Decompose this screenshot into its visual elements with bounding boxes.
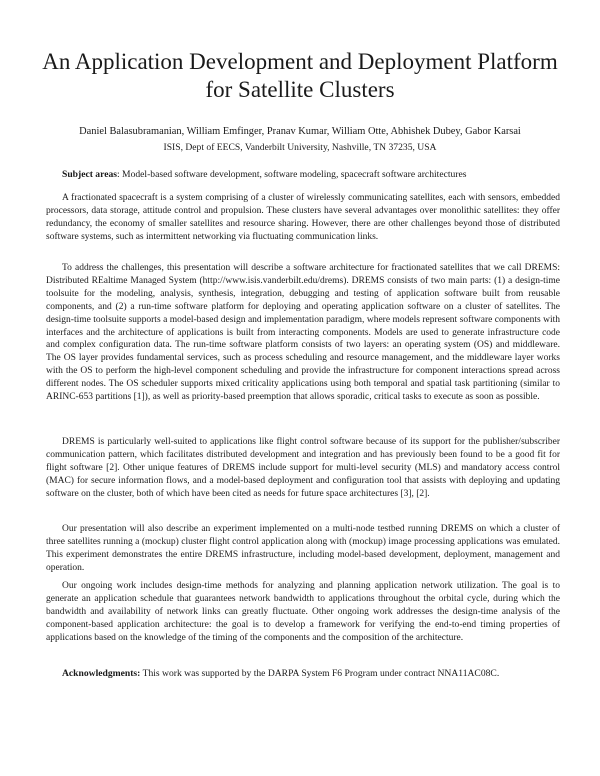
paper-title: An Application Development and Deployment Platform for Satellite Clusters (42, 49, 558, 102)
subject-areas-text: : Model-based software development, software modeling, spacecraft software architectures (116, 169, 467, 180)
body-paragraph-1: A fractionated spacecraft is a system comprising of a cluster of wirelessly communicating satellites, each with sensors, embedded processors, data storage, attitude control and propulsion. These clusters have several advantages over monolithic satellites: they offer redundancy, the economy of smaller satellites and resource sharing. However, there are other challenges beyond those of distributed software systems, such as intermittent networking via fluctuating communication links. (46, 193, 560, 242)
subject-areas (62, 168, 560, 181)
author-list: Daniel Balasubramanian, William Emfinger, Pranav Kumar, William Otte, Abhishek Dubey, Gabor Karsai (79, 126, 521, 137)
acknowledgments-text: This work was supported by the DARPA System F6 Program under contract NNA11AC08C. (140, 668, 500, 679)
acknowledgments (62, 667, 560, 680)
body-paragraph-5: Our ongoing work includes design-time methods for analyzing and planning application network utilization. The goal is to generate an application schedule that guarantees network bandwidth to applications throughout the orbital cycle, during which the bandwidth and availability of network links can greatly fluctuate. Other ongoing work addresses the design-time analysis of the component-based application architecture: the goal is to develop a framework for verifying the end-to-end timing properties of applications based on the knowledge of the timing of the components and the composition of the architecture. (46, 581, 560, 643)
body-paragraph-2: To address the challenges, this presentation will describe a software architecture for fractionated satellites that we call DREMS: Distributed REaltime Managed System (http://www.isis.vanderbilt.edu/drems). DREMS consists of two main parts: (1) a design-time toolsuite for the modeling, analysis, synthesis, integration, debugging and testing of application software built from reusable components, and (2) a run-time software platform for deploying and operating application software on a cluster of satellites. The design-time toolsuite supports a model-based design and implementation paradigm, where models represent software components with interfaces and the architecture of applications is built from interacting components. Models are used to generate infrastructure code and complex configuration data. The run-time software platform consists of two layers: an operating system (OS) and middleware. The OS layer provides fundamental services, such as process scheduling and resource management, and the middleware layer works with the OS to perform the high-level component scheduling and provide the infrastructure for component interactions spread across different nodes. The OS scheduler supports mixed criticality applications using both temporal and spatial task partitioning (similar to ARINC-653 partitions [1]), as well as priority-based preemption that allows sporadic, critical tasks to execute as soon as possible. (46, 263, 560, 403)
body-paragraph-4: Our presentation will also describe an experiment implemented on a multi-node testbed running DREMS on which a cluster of three satellites running a (mockup) cluster flight control application along with (mockup) image processing applications was emulated. This experiment demonstrates the entire DREMS infrastructure, including model-based development, deployment, management and operation. (46, 524, 560, 573)
acknowledgments-label: Acknowledgments: (62, 668, 141, 679)
subject-areas-label: Subject areas (62, 169, 117, 180)
affiliation: ISIS, Dept of EECS, Vanderbilt University, Nashville, TN 37235, USA (163, 142, 437, 153)
body-paragraph-3: DREMS is particularly well-suited to applications like flight control software because of its support for the publisher/subscriber communication pattern, which facilitates distributed development and integration and has previously been found to be a good fit for flight software [2]. Other unique features of DREMS include support for multi-level security (MLS) and mandatory access control (MAC) for secure information flows, and a model-based deployment and configuration tool that assists with deploying and updating software on the cluster, both of which have been cited as needs for future space architectures [3], [2]. (46, 437, 560, 499)
